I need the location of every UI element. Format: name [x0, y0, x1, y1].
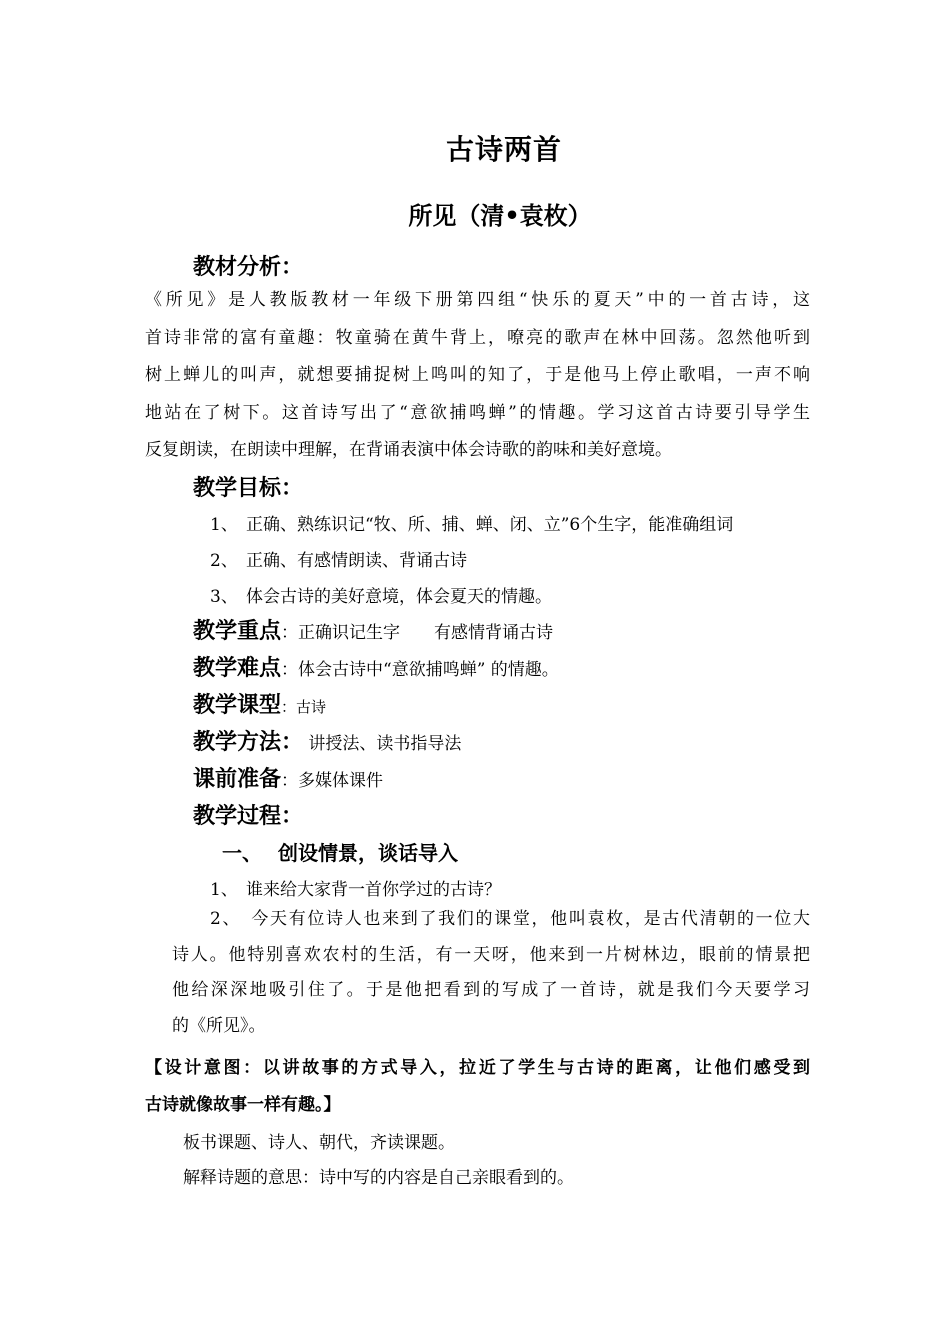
analysis-heading: 教材分析： — [193, 254, 304, 280]
step-text: 谁来给大家背一首你学过的古诗？ — [246, 880, 501, 900]
goal-number: 2、 — [210, 551, 238, 571]
goal-item — [210, 582, 552, 607]
analysis-line: 树上蝉儿的叫声，就想要捕捉树上鸣叫的知了，于是他马上停止歌唱，一声不响 — [145, 365, 810, 385]
goals-heading: 教学目标： — [193, 475, 304, 501]
section-heading — [222, 837, 458, 866]
goal-text: 正确、熟练识记“牧、所、捕、蝉、闭、立”6个生字，能准确组词 — [246, 515, 734, 535]
method-label: 教学方法： — [193, 729, 304, 755]
section-number: 一、 — [222, 841, 262, 865]
analysis-line: 反复朗读，在朗读中理解，在背诵表演中体会诗歌的韵味和美好意境。 — [145, 440, 672, 460]
section-title: 创设情景，谈话导入 — [278, 841, 458, 865]
difficulty-row — [193, 651, 559, 682]
goal-text: 正确、有感情朗读、背诵古诗 — [246, 551, 467, 571]
step-2-line: 他给深深地吸引住了。于是他把看到的写成了一首诗，就是我们今天要学习 — [172, 980, 810, 1000]
process-heading: 教学过程： — [193, 803, 304, 829]
lesson-type-value: ：古诗 — [281, 698, 327, 716]
method-value: 讲授法、读书指导法 — [303, 734, 462, 754]
preparation-row — [193, 762, 383, 793]
step-2-line: 诗人。他特别喜欢农村的生活，有一天呀，他来到一片树林边，眼前的情景把 — [172, 944, 810, 965]
goal-item — [210, 510, 733, 535]
design-note-line: 【设计意图：以讲故事的方式导入，拉近了学生与古诗的距离，让他们感受到 — [145, 1058, 810, 1078]
board-instruction: 板书课题、诗人、朝代，齐读课题。 — [183, 1133, 455, 1153]
lesson-type-label: 教学课型 — [193, 692, 282, 718]
goal-item — [210, 546, 467, 571]
difficulty-label: 教学难点 — [193, 655, 282, 681]
key-points-value: ：正确识记生字 有感情背诵古诗 — [281, 623, 554, 643]
analysis-line: 《所见》是人教版教材一年级下册第四组“快乐的夏天”中的一首古诗，这 — [145, 290, 810, 310]
title-explanation: 解释诗题的意思：诗中写的内容是自己亲眼看到的。 — [183, 1168, 574, 1188]
analysis-paragraph — [145, 282, 810, 470]
goal-number: 1、 — [210, 515, 238, 535]
step-2-line: 的《所见》。 — [172, 1015, 266, 1036]
analysis-line: 首诗非常的富有童趣：牧童骑在黄牛背上，嘹亮的歌声在林中回荡。忽然他听到 — [145, 327, 810, 348]
step-2-paragraph — [172, 902, 810, 1044]
preparation-label: 课前准备 — [193, 766, 282, 792]
method-row — [193, 725, 461, 756]
key-points-row — [193, 614, 553, 645]
difficulty-value: ：体会古诗中“意欲捕鸣蝉” 的情趣。 — [281, 660, 559, 680]
key-points-label: 教学重点 — [193, 618, 282, 644]
design-note — [145, 1050, 810, 1124]
poem-subtitle: 所见（清•袁枚） — [408, 201, 592, 230]
goal-text: 体会古诗的美好意境，体会夏天的情趣。 — [246, 587, 552, 607]
lesson-type-row — [193, 688, 326, 719]
analysis-line: 地站在了树下。这首诗写出了“意欲捕鸣蝉”的情趣。学习这首古诗要引导学生 — [145, 402, 810, 423]
step-2-line: 2、 今天有位诗人也来到了我们的课堂，他叫袁枚，是古代清朝的一位大 — [210, 909, 810, 929]
page-title: 古诗两首 — [445, 133, 562, 166]
step-number: 1、 — [210, 880, 238, 900]
step-item — [210, 875, 501, 900]
preparation-value: ：多媒体课件 — [281, 771, 384, 791]
design-note-line: 古诗就像故事一样有趣。】 — [145, 1095, 341, 1115]
goal-number: 3、 — [210, 587, 238, 607]
